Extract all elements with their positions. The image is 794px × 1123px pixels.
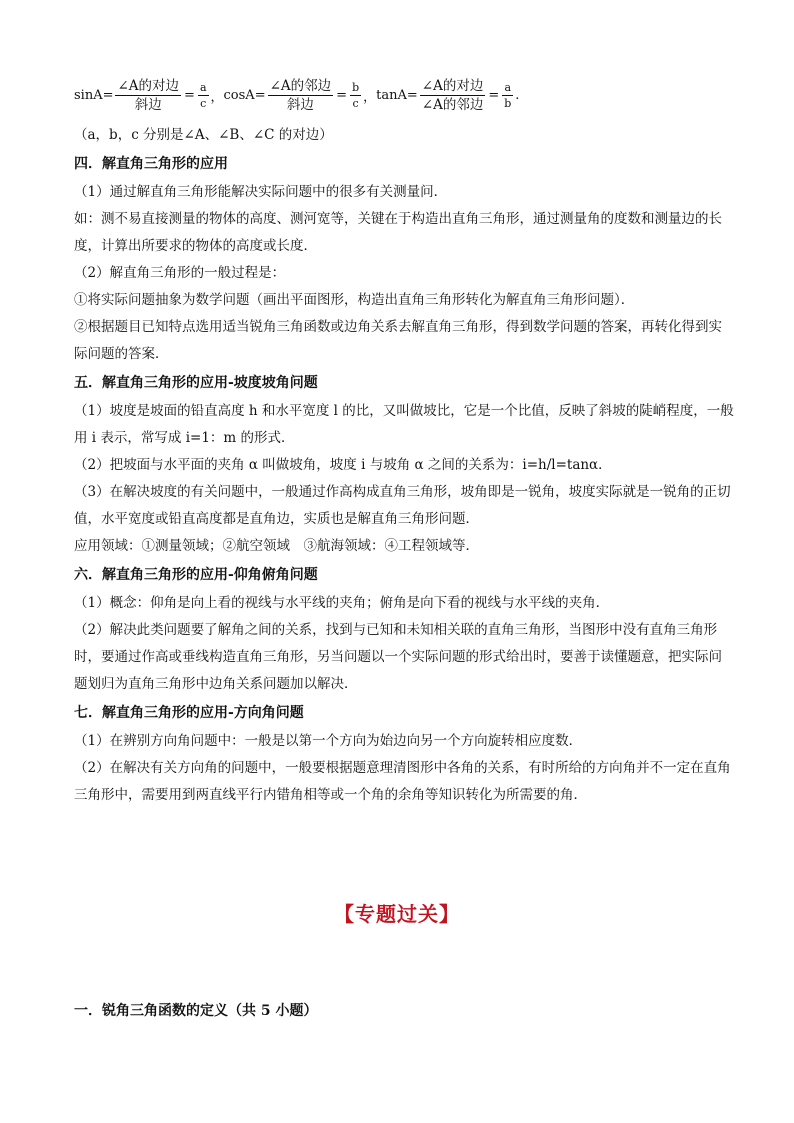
sin-ratio-num: a bbox=[199, 80, 207, 94]
exercise-section-heading: 一．锐角三角函数的定义（共 5 小题） bbox=[74, 1003, 318, 1019]
sin-equals: = bbox=[184, 87, 195, 103]
paragraph: （2）解决此类问题要了解角之间的关系，找到与已知和未知相关联的直角三角形，当图形中没有直角三角形时，要通过作高或垂线构造直角三角形，另当问题以一个实际问题的形式给出时，要善于读懂题意，把实际问题划归为直角三角形中边角关系问题加以解决． bbox=[74, 622, 722, 692]
sin-denominator: 斜边 bbox=[134, 96, 162, 113]
sin-ratio-den: c bbox=[200, 96, 207, 110]
sin-fraction bbox=[115, 77, 181, 114]
formula-end: . bbox=[515, 87, 520, 103]
tan-fraction bbox=[420, 77, 486, 114]
paragraph: 应用领域：①测量领域；②航空领域 ③航海领域：④工程领域等． bbox=[74, 538, 479, 554]
tan-ratio-den: b bbox=[504, 96, 512, 110]
special-topic-banner: 【专题过关】 bbox=[334, 902, 460, 926]
content-area bbox=[74, 70, 734, 809]
paragraph: （2）把坡面与水平面的夹角 α 叫做坡角，坡度 i 与坡角 α 之间的关系为：i=h/l=tanα． bbox=[74, 457, 612, 473]
paragraph: ①将实际问题抽象为数学问题（画出平面图形，构造出直角三角形转化为解直角三角形问题）． bbox=[74, 292, 635, 308]
paragraph: 如：测不易直接测量的物体的高度、测河宽等，关键在于构造出直角三角形，通过测量角的度数和测量边的长度，计算出所要求的物体的高度或长度． bbox=[74, 211, 722, 254]
section-heading-6: 六．解直角三角形的应用-仰角俯角问题 bbox=[74, 567, 318, 583]
section-heading-5: 五．解直角三角形的应用-坡度坡角问题 bbox=[74, 375, 318, 391]
section-heading-4: 四．解直角三角形的应用 bbox=[74, 156, 228, 172]
sin-ratio bbox=[198, 80, 209, 111]
sin-numerator: ∠A的对边 bbox=[117, 77, 180, 94]
cos-fraction bbox=[268, 77, 334, 114]
cos-ratio bbox=[350, 80, 361, 111]
paragraph: ②根据题目已知特点选用适当锐角三角函数或边角关系去解直角三角形，得到数学问题的答案，再转化得到实际问题的答案． bbox=[74, 319, 722, 362]
trig-definition-formula bbox=[74, 70, 734, 120]
section-heading-7: 七．解直角三角形的应用-方向角问题 bbox=[74, 705, 304, 721]
tan-ratio-num: a bbox=[504, 80, 512, 94]
paragraph: （1）通过解直角三角形能解决实际问题中的很多有关测量问． bbox=[74, 184, 448, 200]
paragraph: （1）在辨别方向角问题中：一般是以第一个方向为始边向另一个方向旋转相应度数． bbox=[74, 733, 583, 749]
tan-equals: = bbox=[488, 87, 500, 103]
paragraph: （2）在解决有关方向角的问题中，一般要根据题意理清图形中各角的关系，有时所给的方向角并不一定在直角三角形中，需要用到两直线平行内错角相等或一个角的余角等知识转化为所需要的角． bbox=[74, 760, 731, 803]
cos-ratio-num: b bbox=[352, 80, 360, 94]
paragraph: （1）概念：仰角是向上看的视线与水平线的夹角；俯角是向下看的视线与水平线的夹角． bbox=[74, 595, 610, 611]
separator: ， bbox=[210, 89, 224, 105]
cos-denominator: 斜边 bbox=[286, 96, 314, 113]
tan-denominator: ∠A的邻边 bbox=[421, 96, 484, 113]
paragraph: （2）解直角三角形的一般过程是： bbox=[74, 265, 286, 281]
paragraph: （1）坡度是坡面的铅直高度 h 和水平宽度 l 的比，又叫做坡比，它是一个比值，反映了斜坡的陡峭程度，一般用 i 表示，常写成 i=1：m 的形式． bbox=[74, 403, 734, 446]
tan-ratio bbox=[502, 80, 513, 111]
cos-equals: = bbox=[336, 87, 348, 103]
paragraph: （3）在解决坡度的有关问题中，一般通过作高构成直角三角形，坡角即是一锐角，坡度实际就是一锐角的正切值，水平宽度或铅直高度都是直角边，实质也是解直角三角形问题． bbox=[74, 484, 731, 527]
sides-note: （a，b，c 分别是∠A、∠B、∠C 的对边） bbox=[74, 127, 333, 143]
tan-prefix: tanA= bbox=[376, 87, 418, 103]
cos-numerator: ∠A的邻边 bbox=[269, 77, 332, 94]
sin-prefix: sinA= bbox=[74, 87, 114, 103]
tan-numerator: ∠A的对边 bbox=[421, 77, 484, 94]
cos-ratio-den: c bbox=[352, 96, 359, 110]
separator: ， bbox=[363, 89, 377, 105]
cos-prefix: cosA= bbox=[223, 87, 266, 103]
